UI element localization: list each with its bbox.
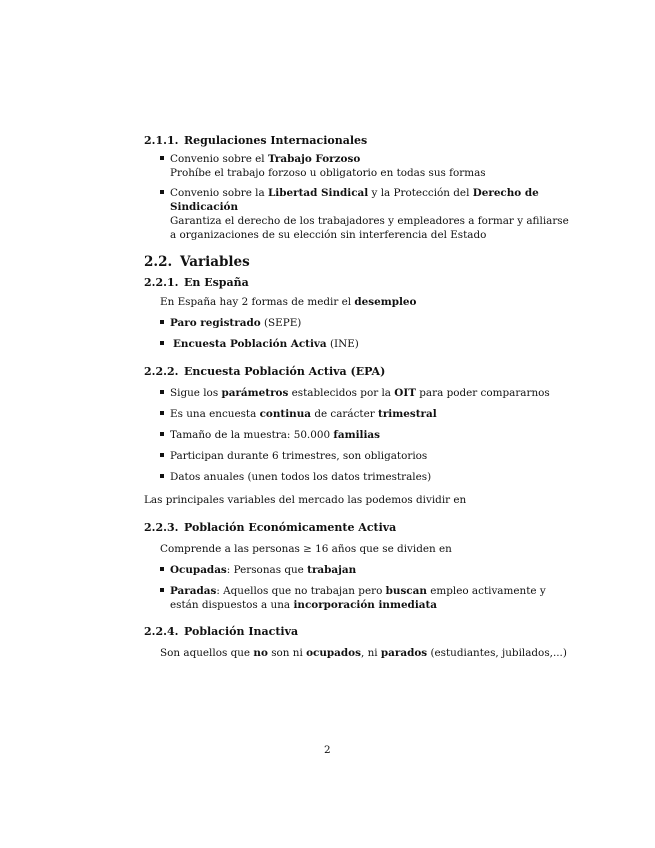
bold-text: parados [380,647,428,659]
heading-title: Regulaciones Internacionales [184,134,368,147]
bullet-marker [160,190,164,194]
bullet-marker [160,320,164,324]
heading-title: En España [184,276,249,289]
bullet-marker [160,453,164,457]
inactiva-paragraph [160,646,567,660]
heading-title: Población Inactiva [184,625,299,638]
text: Sigue los [170,387,222,399]
list-item-participan [170,449,427,463]
text: (INE) [326,338,359,350]
bullet-marker [160,341,164,345]
bold-text: Ocupadas [170,564,227,576]
heading-title: Encuesta Población Activa (EPA) [184,365,386,378]
list-item-ocupadas [170,563,356,577]
text: son ni [267,647,307,659]
list-item-trabajo-forzoso [170,152,486,180]
bullet-marker [160,411,164,415]
text: En España hay 2 formas de medir el [160,296,355,308]
list-item-datos-anuales [170,470,431,484]
bold-text: Paro registrado [170,317,261,329]
bold-text: incorporación inmediata [293,599,438,611]
heading-number: 2.2.2. [144,365,179,378]
heading-number: 2.2.4. [144,625,179,638]
text: Son aquellos que [160,647,254,659]
list-item-libertad-sindical [170,186,569,242]
text: empleo activamente y [426,585,546,597]
heading-number: 2.1.1. [144,134,179,147]
list-item-continua [170,407,437,421]
text: Tamaño de la muestra: 50.000 [170,429,334,441]
bold-text: Sindicación [170,201,239,213]
text: : Personas que [226,564,308,576]
item-description: Prohíbe el trabajo forzoso u obligatorio en todas sus formas [170,167,486,179]
text: Convenio sobre el [170,153,268,165]
text: y la Protección del [368,187,473,199]
item-description: Garantiza el derecho de los trabajadores y empleadores a formar y afiliarse [170,215,569,227]
heading-number: 2.2. [144,254,173,270]
heading-title: Población Económicamente Activa [184,521,397,534]
bullet-marker [160,588,164,592]
item-description: a organizaciones de su elección sin interferencia del Estado [170,229,487,241]
bold-text: trimestral [378,408,437,420]
text: para poder compararnos [415,387,550,399]
list-item-muestra [170,428,380,442]
intro-paragraph [160,295,416,309]
bold-text: Paradas [170,585,217,597]
list-item-parametros [170,386,550,400]
page-number: 2 [324,744,331,756]
heading-2-2-1 [144,276,249,290]
text: (SEPE) [260,317,302,329]
closing-paragraph: Las principales variables del mercado las podemos dividir en [144,494,467,506]
text: : Aquellos que no trabajan pero [216,585,386,597]
bullet-marker [160,432,164,436]
bold-text: parámetros [221,387,289,399]
text: Convenio sobre la [170,187,268,199]
text: , ni [360,647,381,659]
heading-2-2-2 [144,365,385,379]
bold-text: continua [259,408,312,420]
heading-title: Variables [180,254,250,270]
text: están dispuestos a una [170,599,294,611]
list-item-paro-registrado [170,316,301,330]
bold-text: Libertad Sindical [267,187,369,199]
text: (estudiantes, jubilados,...) [427,647,567,659]
bold-text: no [253,647,268,659]
list-item-paradas [170,584,546,612]
text: establecidos por la [288,387,395,399]
bullet-marker [160,156,164,160]
text: de carácter [311,408,379,420]
bold-text: OIT [394,387,416,399]
intro-paragraph: Comprende a las personas ≥ 16 años que se dividen en [160,543,452,555]
bold-text: Derecho de [472,187,539,199]
bold-text: familias [333,429,380,441]
text: Datos anuales (unen todos los datos trimestrales) [170,471,432,483]
bold-text: trabajan [307,564,357,576]
bold-text: ocupados [306,647,361,659]
list-item-epa-ine [173,337,359,351]
heading-2-2-4 [144,625,298,639]
text: Participan durante 6 trimestres, son obligatorios [170,450,428,462]
heading-2-2 [144,254,250,270]
heading-number: 2.2.1. [144,276,179,289]
bold-text: Trabajo Forzoso [267,153,361,165]
bold-text: Encuesta Población Activa [173,338,327,350]
bold-text: desempleo [354,296,417,308]
bullet-marker [160,567,164,571]
text: Es una encuesta [170,408,260,420]
heading-number: 2.2.3. [144,521,179,534]
bold-text: buscan [385,585,427,597]
bullet-marker [160,390,164,394]
heading-2-1-1 [144,134,367,148]
bullet-marker [160,474,164,478]
heading-2-2-3 [144,521,396,535]
